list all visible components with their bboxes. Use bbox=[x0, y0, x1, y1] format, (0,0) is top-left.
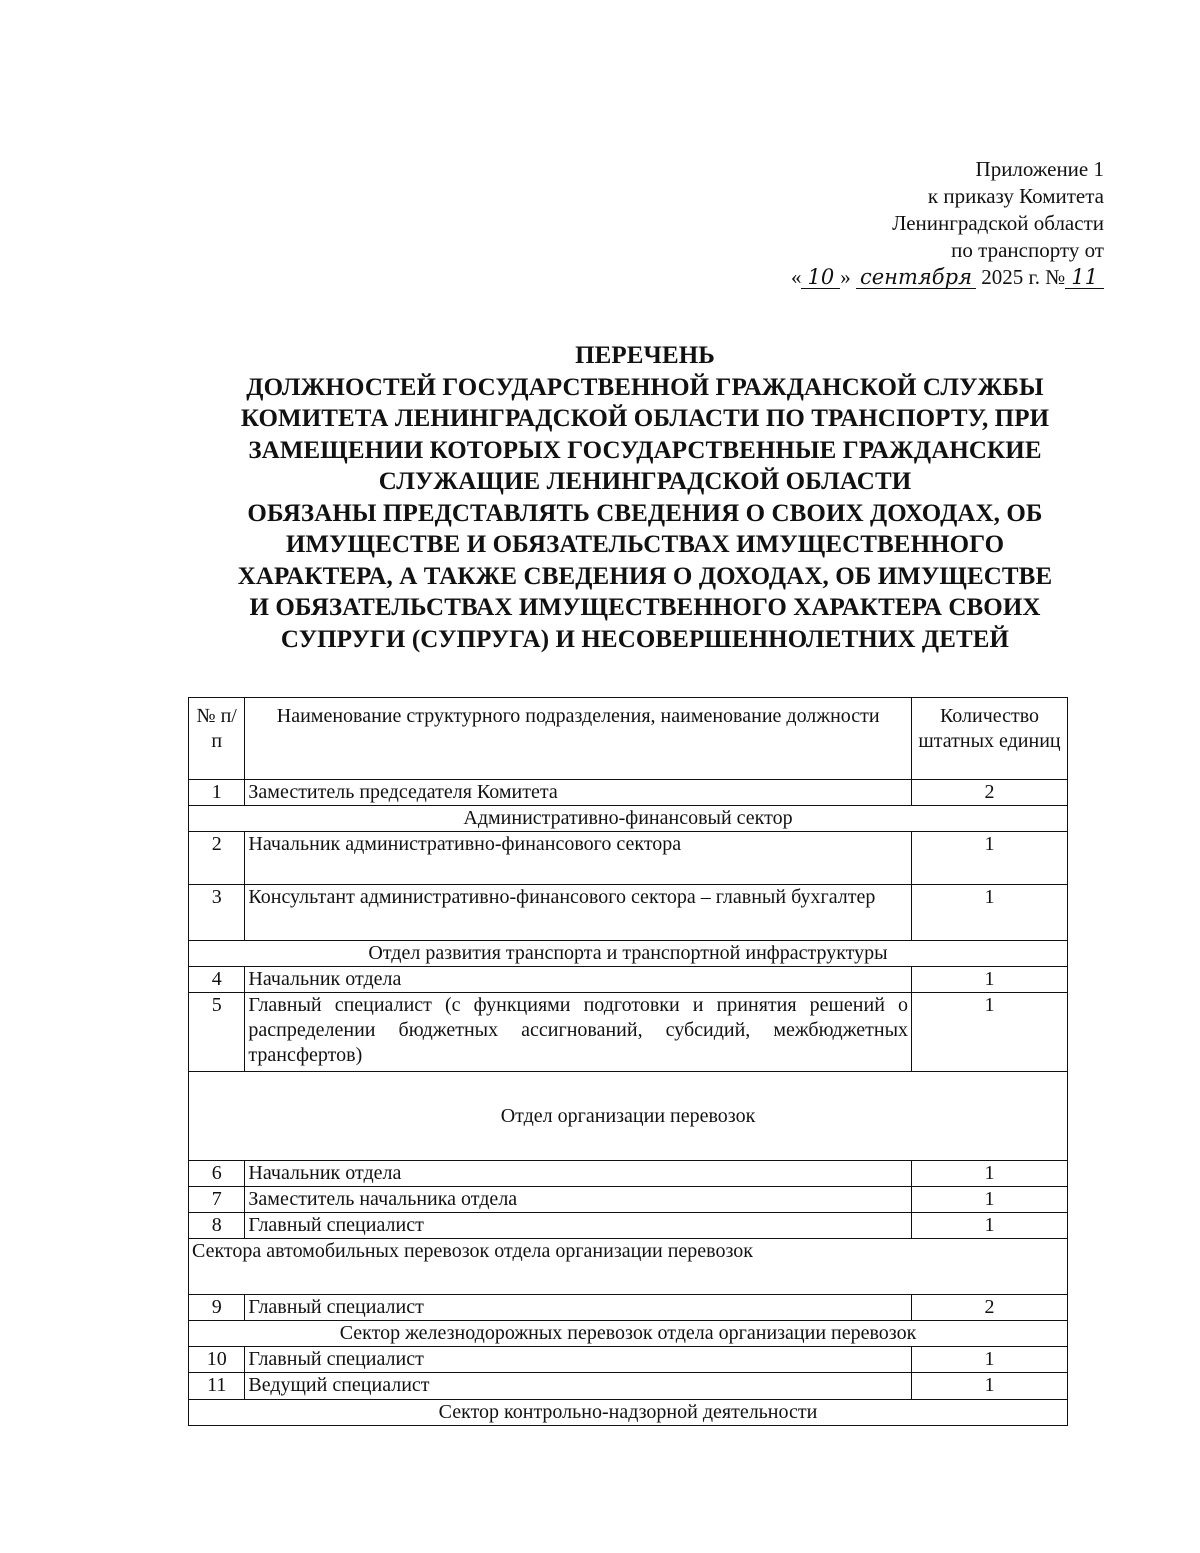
row-number: 7 bbox=[189, 1187, 245, 1213]
title-line: ПЕРЕЧЕНЬ bbox=[575, 342, 715, 369]
table-row bbox=[189, 1373, 1068, 1400]
table-row bbox=[189, 967, 1068, 993]
section-title: Сектор контрольно-надзорной деятельности bbox=[189, 1400, 1068, 1426]
row-number: 9 bbox=[189, 1295, 245, 1321]
title-line: КОМИТЕТА ЛЕНИНГРАДСКОЙ ОБЛАСТИ ПО ТРАНСПОРТУ, ПРИ bbox=[240, 405, 1050, 432]
row-number: 3 bbox=[189, 885, 245, 941]
section-row bbox=[189, 1239, 1068, 1295]
position-name: Ведущий специалист bbox=[245, 1373, 912, 1400]
title-line: ОБЯЗАНЫ ПРЕДСТАВЛЯТЬ СВЕДЕНИЯ О СВОИХ ДОХОДАХ, ОБ bbox=[247, 499, 1043, 527]
staff-count: 1 bbox=[912, 1213, 1068, 1239]
position-name: Начальник отдела bbox=[245, 1161, 912, 1187]
position-name: Главный специалист bbox=[245, 1347, 912, 1373]
section-row bbox=[189, 1321, 1068, 1347]
staff-count: 1 bbox=[912, 1161, 1068, 1187]
section-title: Административно-финансовый сектор bbox=[189, 806, 1068, 832]
position-name: Начальник административно-финансового сектора bbox=[245, 832, 912, 885]
table-row bbox=[189, 780, 1068, 806]
row-number: 2 bbox=[189, 832, 245, 885]
header-name: Наименование структурного подразделения, наименование должности bbox=[245, 698, 912, 780]
header-num: № п/п bbox=[189, 698, 245, 780]
title-line: ЗАМЕЩЕНИИ КОТОРЫХ ГОСУДАРСТВЕННЫЕ ГРАЖДАНСКИЕ bbox=[248, 436, 1042, 464]
position-name: Заместитель председателя Комитета bbox=[245, 780, 912, 806]
appendix-line-2: к приказу Комитета bbox=[927, 184, 1104, 208]
section-title: Отдел организации перевозок bbox=[189, 1072, 1068, 1161]
row-number: 5 bbox=[189, 993, 245, 1072]
appendix-line-3: Ленинградской области bbox=[892, 211, 1104, 235]
staff-count: 1 bbox=[912, 1187, 1068, 1213]
title-line: ХАРАКТЕРА, А ТАКЖЕ СВЕДЕНИЯ О ДОХОДАХ, ОБ ИМУЩЕСТВЕ bbox=[237, 562, 1053, 590]
title-line: И ОБЯЗАТЕЛЬСТВАХ ИМУЩЕСТВЕННОГО ХАРАКТЕРА СВОИХ bbox=[249, 594, 1041, 621]
title-line: СЛУЖАЩИЕ ЛЕНИНГРАДСКОЙ ОБЛАСТИ bbox=[378, 468, 912, 495]
table-row bbox=[189, 1295, 1068, 1321]
handwritten-order-number: 11 bbox=[1065, 266, 1104, 289]
staff-count: 1 bbox=[912, 832, 1068, 885]
staff-count: 1 bbox=[912, 967, 1068, 993]
row-number: 6 bbox=[189, 1161, 245, 1187]
date-year-text: 2025 г. № bbox=[981, 265, 1066, 289]
document-title bbox=[150, 340, 1140, 655]
appendix-block bbox=[791, 156, 1104, 291]
table-row bbox=[189, 832, 1068, 885]
row-number: 4 bbox=[189, 967, 245, 993]
section-row bbox=[189, 806, 1068, 832]
handwritten-month: сентября bbox=[856, 266, 976, 289]
staff-count: 1 bbox=[912, 885, 1068, 941]
title-line: ИМУЩЕСТВЕ И ОБЯЗАТЕЛЬСТВАХ ИМУЩЕСТВЕННОГО bbox=[285, 531, 1005, 558]
staff-count: 2 bbox=[912, 1295, 1068, 1321]
title-line: ДОЛЖНОСТЕЙ ГОСУДАРСТВЕННОЙ ГРАЖДАНСКОЙ СЛУЖБЫ bbox=[246, 373, 1044, 401]
table-row bbox=[189, 1161, 1068, 1187]
section-row bbox=[189, 1400, 1068, 1426]
appendix-line-4: по транспорту от bbox=[951, 238, 1104, 262]
section-title: Сектор железнодорожных перевозок отдела организации перевозок bbox=[189, 1321, 1068, 1347]
staff-count: 1 bbox=[912, 993, 1068, 1072]
staff-count: 1 bbox=[912, 1373, 1068, 1400]
section-row bbox=[189, 941, 1068, 967]
table-row bbox=[189, 1187, 1068, 1213]
date-close-quote: » bbox=[840, 265, 851, 289]
position-name: Главный специалист (с функциями подготовки и принятия решений о распределении бюджетных ассигнований, субсидий, межбюджетных трансфертов) bbox=[245, 993, 912, 1072]
section-row bbox=[189, 1072, 1068, 1161]
row-number: 1 bbox=[189, 780, 245, 806]
position-name: Заместитель начальника отдела bbox=[245, 1187, 912, 1213]
header-count: Количество штатных единиц bbox=[912, 698, 1068, 780]
appendix-line-1: Приложение 1 bbox=[975, 157, 1104, 181]
position-name: Главный специалист bbox=[245, 1295, 912, 1321]
handwritten-day: 10 bbox=[801, 266, 840, 289]
positions-table bbox=[188, 697, 1068, 1426]
table-row bbox=[189, 993, 1068, 1072]
section-title: Отдел развития транспорта и транспортной инфраструктуры bbox=[189, 941, 1068, 967]
title-line: СУПРУГИ (СУПРУГА) И НЕСОВЕРШЕННОЛЕТНИХ ДЕТЕЙ bbox=[280, 625, 1010, 653]
staff-count: 1 bbox=[912, 1347, 1068, 1373]
table-row bbox=[189, 1213, 1068, 1239]
staff-count: 2 bbox=[912, 780, 1068, 806]
section-title: Сектора автомобильных перевозок отдела организации перевозок bbox=[189, 1239, 1068, 1295]
row-number: 11 bbox=[189, 1373, 245, 1400]
order-date-line bbox=[791, 264, 1104, 291]
row-number: 10 bbox=[189, 1347, 245, 1373]
table-header-row bbox=[189, 698, 1068, 780]
table-row bbox=[189, 885, 1068, 941]
position-name: Главный специалист bbox=[245, 1213, 912, 1239]
table-row bbox=[189, 1347, 1068, 1373]
position-name: Начальник отдела bbox=[245, 967, 912, 993]
position-name: Консультант административно-финансового сектора – главный бухгалтер bbox=[245, 885, 912, 941]
row-number: 8 bbox=[189, 1213, 245, 1239]
date-open-quote: « bbox=[790, 265, 802, 289]
